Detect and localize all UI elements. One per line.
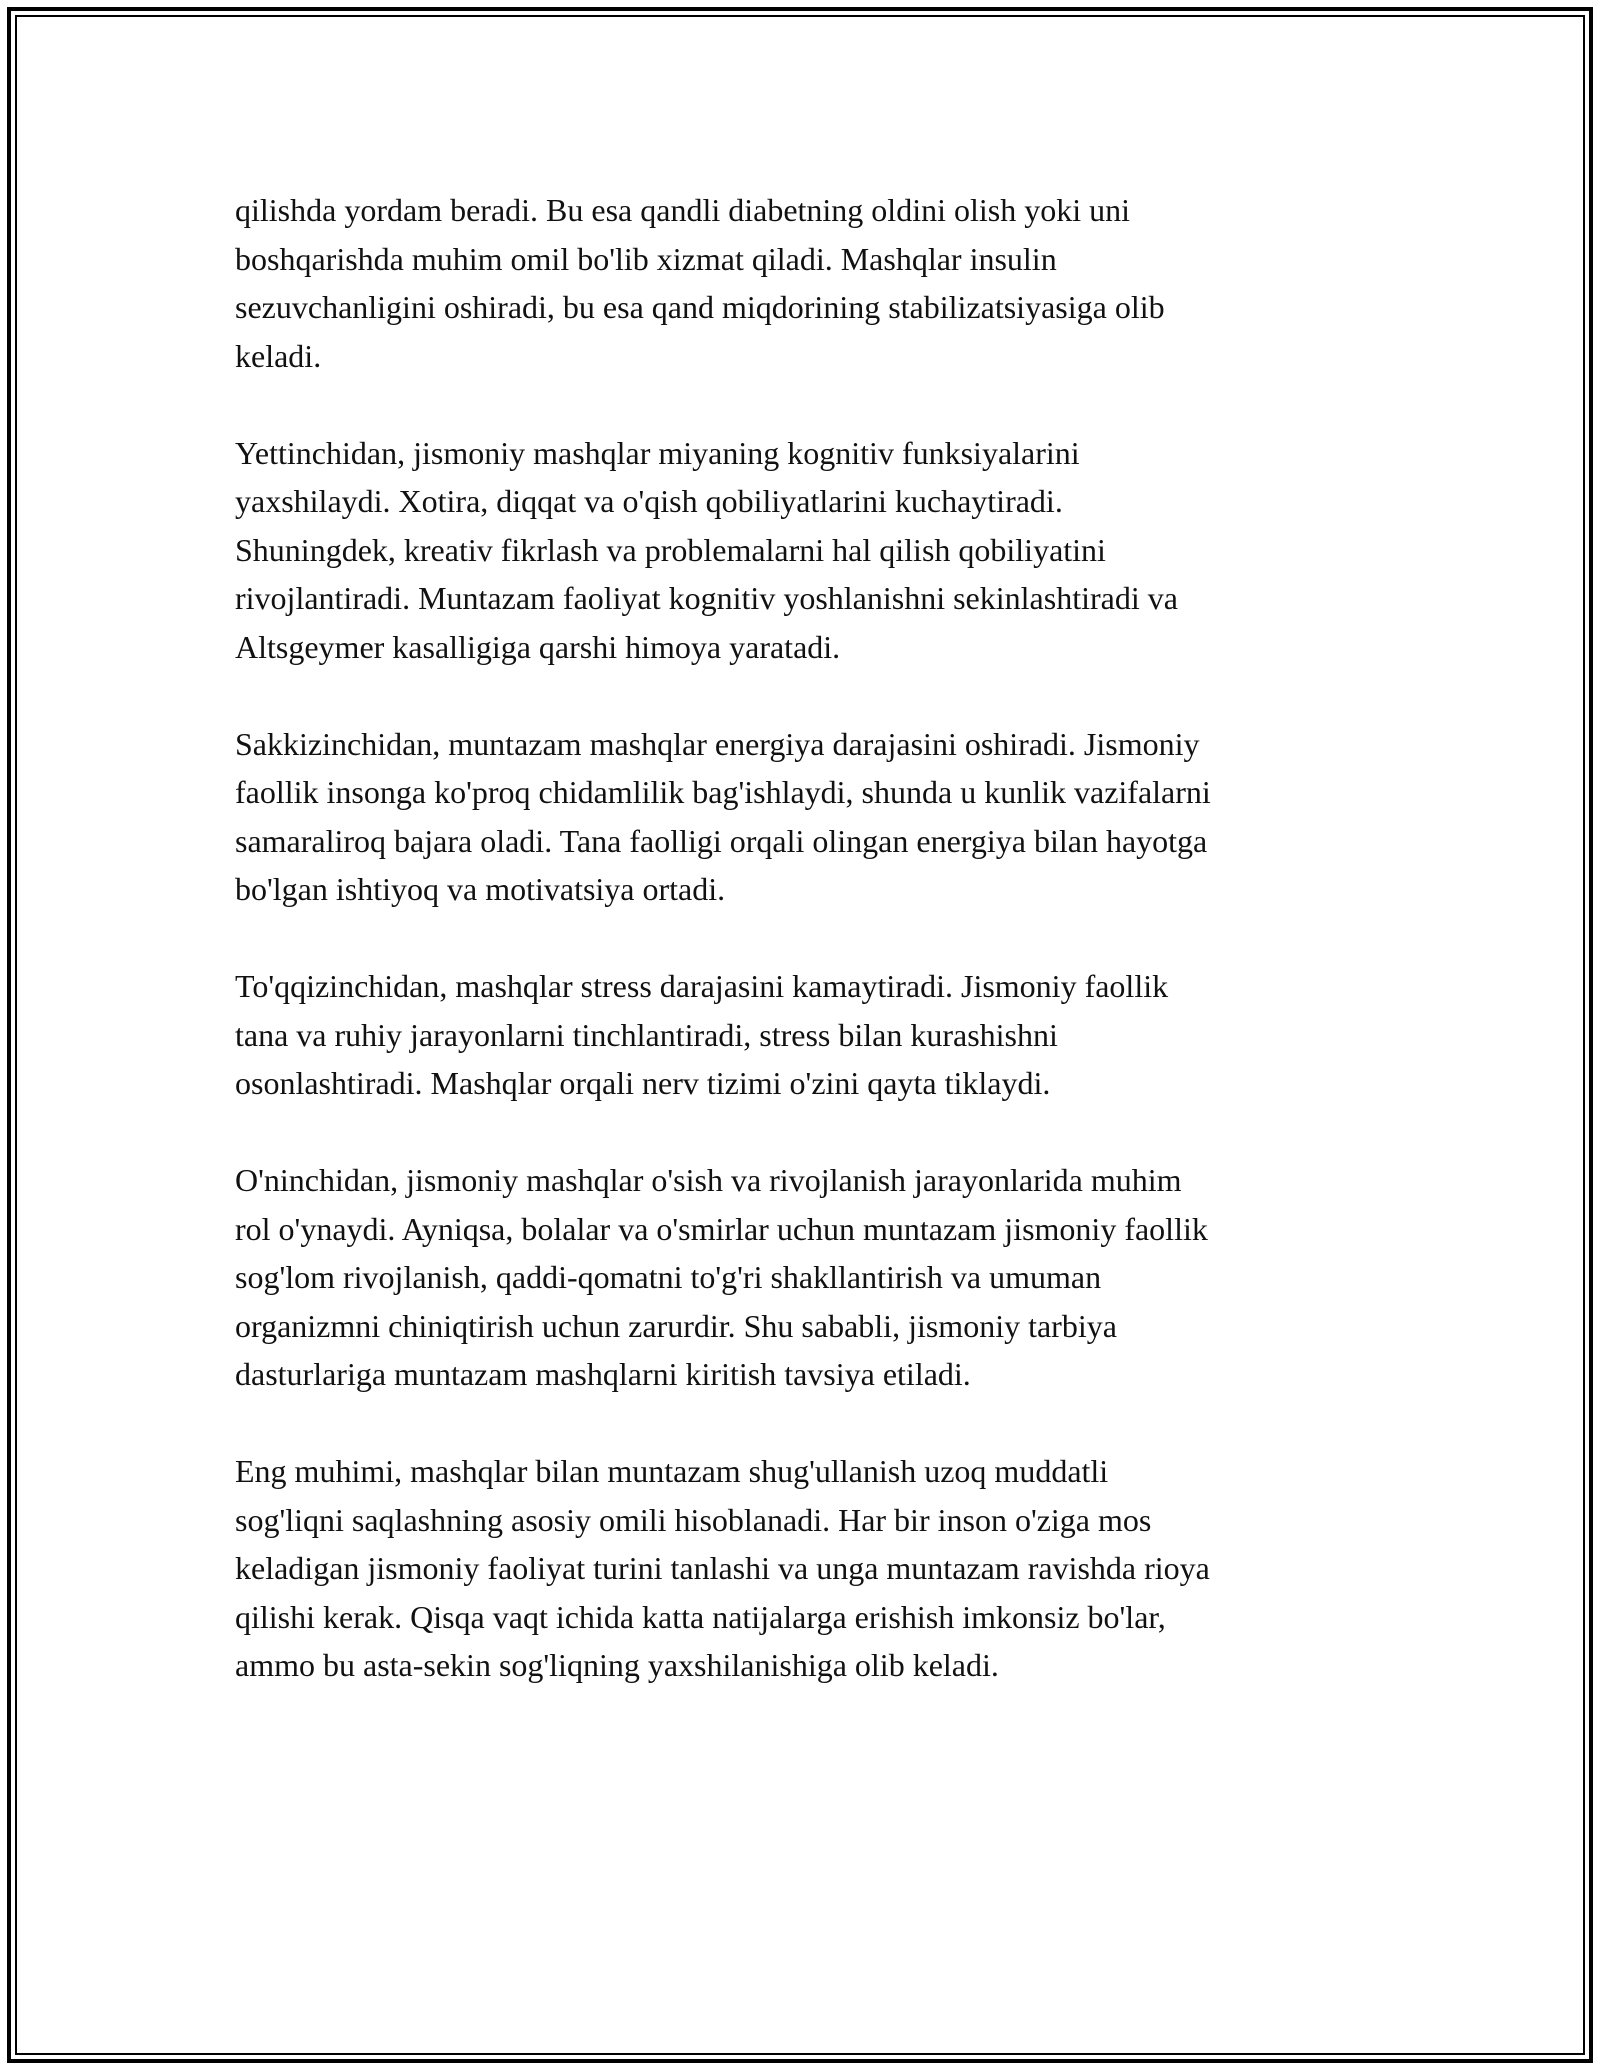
paragraph-6: Eng muhimi, mashqlar bilan muntazam shug'ullanish uzoq muddatli sog'liqni saqlashning asosiy omili hisoblanadi. Har bir inson o'ziga mos keladigan jismoniy faoliyat turini tanlashi va unga muntazam ravishda rioya qilishi kerak. Qisqa vaqt ichida katta natijalarga erishish imkonsiz bo'lar, ammo bu asta-sekin sog'liqning yaxshilanishiga olib keladi.: [235, 1453, 1210, 1683]
paragraph-1: qilishda yordam beradi. Bu esa qandli diabetning oldini olish yoki uni boshqarishda muhim omil bo'lib xizmat qiladi. Mashqlar insulin sezuvchanligini oshiradi, bu esa qand miqdorining stabilizatsiyasiga olib keladi.: [235, 192, 1165, 374]
document-body: [235, 186, 1365, 1690]
paragraph-4: To'qqizinchidan, mashqlar stress darajasini kamaytiradi. Jismoniy faollik tana va ruhiy jarayonlarni tinchlantiradi, stress bilan kurashishni osonlashtiradi. Mashqlar orqali nerv tizimi o'zini qayta tiklaydi.: [235, 968, 1169, 1101]
paragraph-3: Sakkizinchidan, muntazam mashqlar energiya darajasini oshiradi. Jismoniy faollik insonga ko'proq chidamlilik bag'ishlaydi, shunda u kunlik vazifalarni samaraliroq bajara oladi. Tana faolligi orqali olingan energiya bilan hayotga bo'lgan ishtiyoq va motivatsiya ortadi.: [235, 725, 1211, 907]
paragraph-5: O'ninchidan, jismoniy mashqlar o'sish va rivojlanish jarayonlarida muhim rol o'ynaydi. Ayniqsa, bolalar va o'smirlar uchun muntazam jismoniy faollik sog'lom rivojlanish, qaddi-qomatni to'g'ri shakllantirish va umuman organizmni chiniqtirish uchun zarurdir. Shu sababli, jismoniy tarbiya dasturlariga muntazam mashqlarni kiritish tavsiya etiladi.: [235, 1162, 1208, 1392]
paragraph-2: Yettinchidan, jismoniy mashqlar miyaning kognitiv funksiyalarini yaxshilaydi. Xotira, diqqat va o'qish qobiliyatlarini kuchaytiradi. Shuningdek, kreativ fikrlash va problemalarni hal qilish qobiliyatini rivojlantiradi. Muntazam faoliyat kognitiv yoshlanishni sekinlashtiradi va Altsgeymer kasalligiga qarshi himoya yaratadi.: [235, 434, 1178, 665]
